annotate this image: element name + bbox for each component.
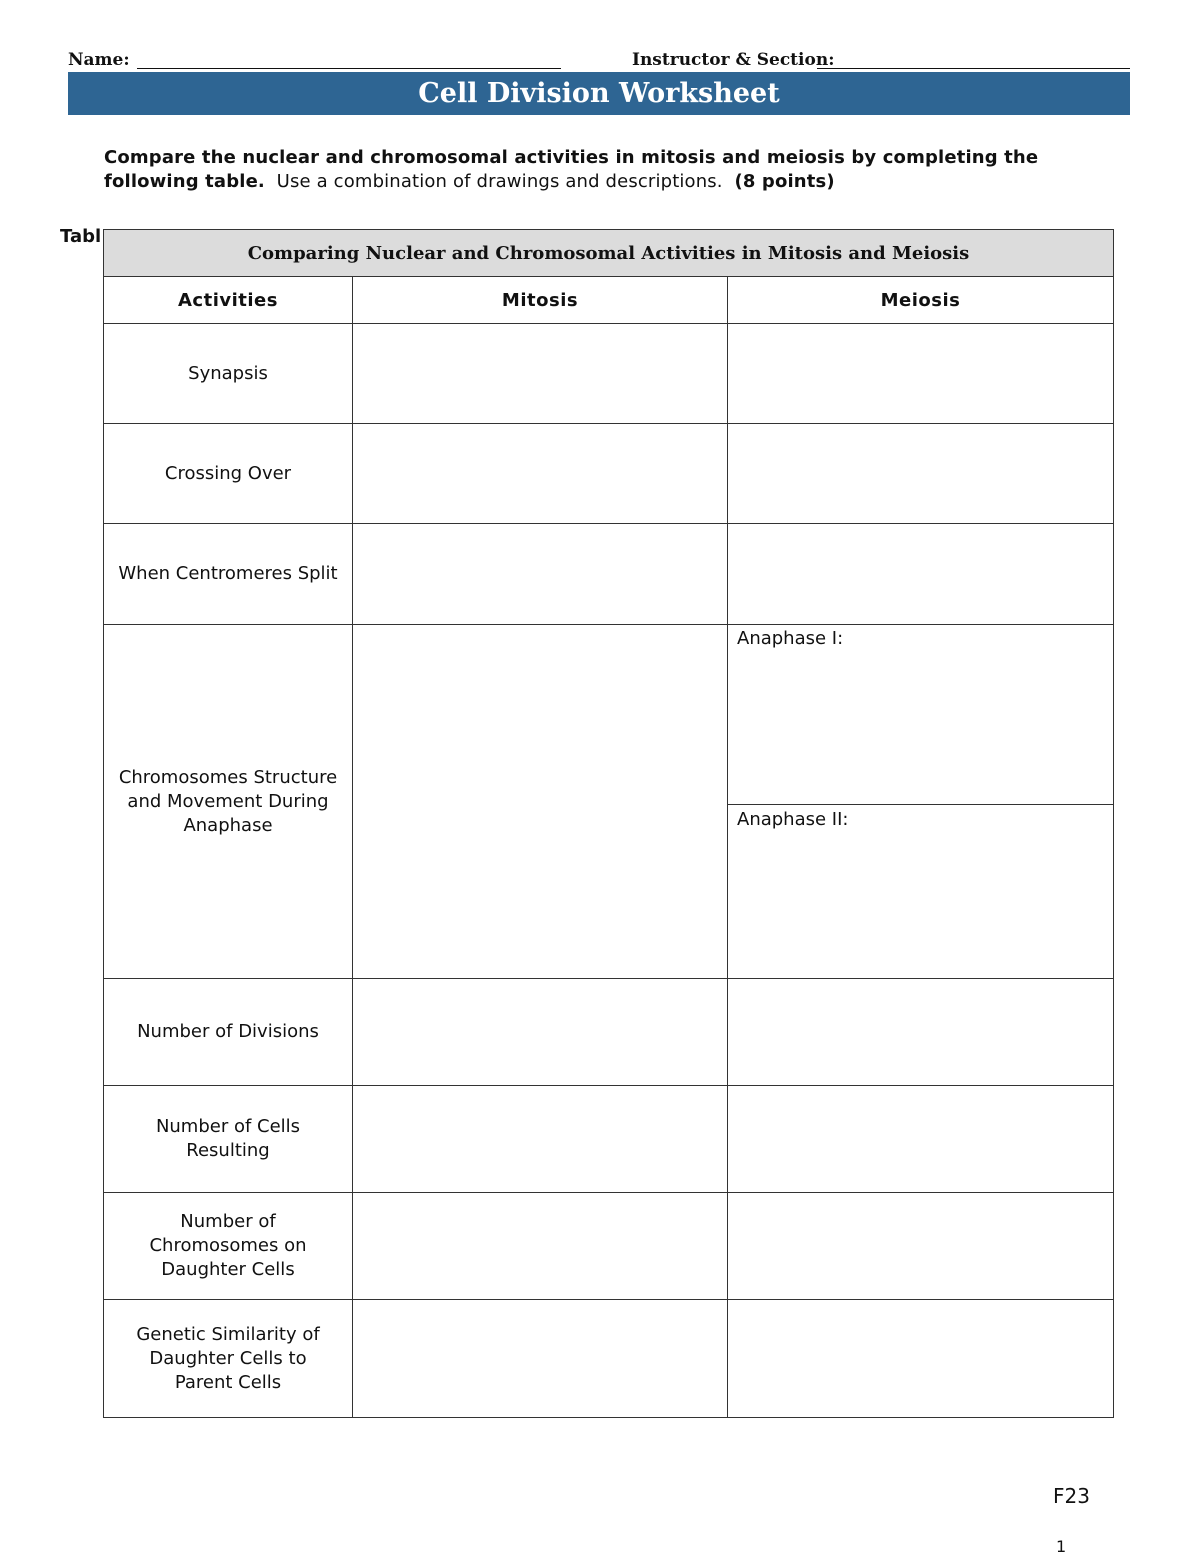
instructions-main: Compare the nuclear and chromosomal activities in mitosis and meiosis by completing the following table. [104,147,1039,192]
meiosis-answer-cell[interactable] [728,1193,1114,1300]
mitosis-answer-cell[interactable] [353,979,728,1086]
activity-number-of-divisions: Number of Divisions [104,979,353,1086]
column-header-mitosis: Mitosis [353,277,728,324]
meiosis-answer-cell[interactable] [728,324,1114,424]
instructor-section-field[interactable] [817,68,1130,69]
activity-centromeres-split: When Centromeres Split [104,524,353,625]
mitosis-answer-cell[interactable] [353,625,728,979]
mitosis-answer-cell[interactable] [353,1193,728,1300]
table-label: Tabl [60,226,102,247]
meiosis-answer-cell[interactable] [728,1086,1114,1193]
table-row [104,625,1114,979]
meiosis-answer-cell [728,625,1114,979]
comparison-table [103,229,1114,1418]
instructions [104,146,1104,194]
activity-anaphase-movement: Chromosomes Structure and Movement During Anaphase [104,625,353,979]
page-number: 1 [1056,1537,1067,1556]
table-row [104,979,1114,1086]
table-row [104,324,1114,424]
column-header-activities: Activities [104,277,353,324]
activity-crossing-over: Crossing Over [104,424,353,524]
activity-synapsis: Synapsis [104,324,353,424]
footer-code: F23 [1053,1484,1090,1508]
anaphase-ii-cell[interactable] [728,805,1113,976]
column-header-meiosis: Meiosis [728,277,1114,324]
anaphase-ii-label: Anaphase II: [737,809,849,830]
activity-genetic-similarity: Genetic Similarity of Daughter Cells to Parent Cells [104,1300,353,1418]
instructions-points: (8 points) [734,171,835,192]
table-row [104,524,1114,625]
meiosis-answer-cell[interactable] [728,979,1114,1086]
meiosis-answer-cell[interactable] [728,1300,1114,1418]
anaphase-i-label: Anaphase I: [737,628,844,649]
anaphase-i-cell[interactable] [728,625,1113,805]
table-caption: Comparing Nuclear and Chromosomal Activities in Mitosis and Meiosis [104,230,1114,277]
mitosis-answer-cell[interactable] [353,1086,728,1193]
name-field[interactable] [137,68,561,69]
meiosis-answer-cell[interactable] [728,424,1114,524]
mitosis-answer-cell[interactable] [353,524,728,625]
page-title: Cell Division Worksheet [68,72,1130,115]
activity-number-of-cells: Number of Cells Resulting [104,1086,353,1193]
mitosis-answer-cell[interactable] [353,324,728,424]
table-row [104,424,1114,524]
activity-number-of-chromosomes: Number of Chromosomes on Daughter Cells [104,1193,353,1300]
meiosis-answer-cell[interactable] [728,524,1114,625]
name-label: Name: [68,50,130,70]
table-row [104,1086,1114,1193]
table-row [104,1300,1114,1418]
mitosis-answer-cell[interactable] [353,424,728,524]
instructions-method: Use a combination of drawings and descriptions. [276,171,723,192]
table-row [104,1193,1114,1300]
instructor-section-label: Instructor & Section: [632,50,835,70]
mitosis-answer-cell[interactable] [353,1300,728,1418]
